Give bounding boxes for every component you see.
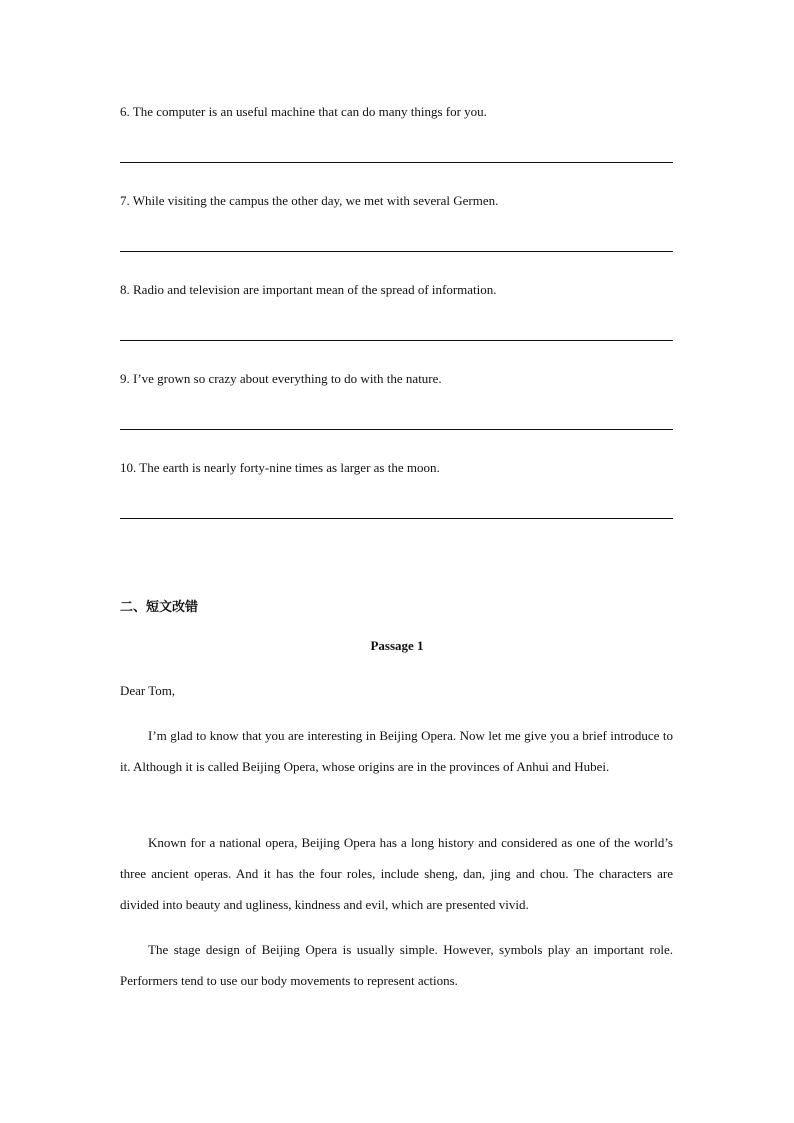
exercise-9-answer-line <box>120 429 673 430</box>
exercise-8-answer-line <box>120 340 673 341</box>
section-heading: 二、短文改错 <box>120 600 199 615</box>
exercise-10-sentence: 10. The earth is nearly forty-nine times as larger as the moon. <box>120 460 440 475</box>
exercise-7-answer-line <box>120 251 673 252</box>
exercise-8-sentence: 8. Radio and television are important mean of the spread of information. <box>120 282 497 297</box>
exercise-7-sentence: 7. While visiting the campus the other day, we met with several Germen. <box>120 193 499 208</box>
letter-salutation: Dear Tom, <box>120 683 176 698</box>
letter-paragraph-3: The stage design of Beijing Opera is usually simple. However, symbols play an important role. Performers tend to use our body movements to represent actions. <box>120 942 673 988</box>
letter-paragraph-1: I’m glad to know that you are interesting in Beijing Opera. Now let me give you a brief introduce to it. Although it is called Beijing Opera, whose origins are in the provinces of Anhui and Hubei. <box>120 728 673 774</box>
passage-title: Passage 1 <box>370 638 424 653</box>
exercise-6-sentence: 6. The computer is an useful machine that can do many things for you. <box>120 104 487 119</box>
exercise-6-answer-line <box>120 162 673 163</box>
exercise-9-sentence: 9. I’ve grown so crazy about everything to do with the nature. <box>120 371 442 386</box>
letter-paragraph-2: Known for a national opera, Beijing Opera has a long history and considered as one of the world’s three ancient operas. And it has the four roles, include sheng, dan, jing and chou. The characters are divided into beauty and ugliness, kindness and evil, which are presented vivid. <box>120 835 673 912</box>
exercise-10-answer-line <box>120 518 673 519</box>
